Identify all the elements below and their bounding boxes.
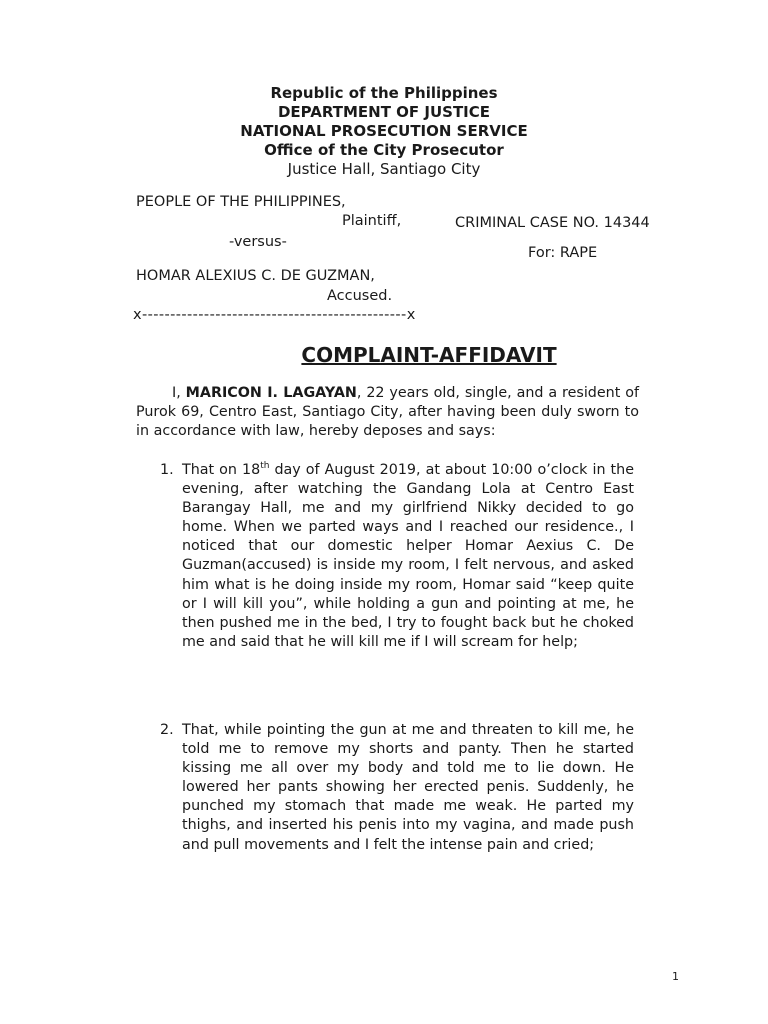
header-republic: Republic of the Philippines <box>270 84 498 102</box>
intro-rest: , 22 years old, single, and a resident of Purok 69, Centro East, Santiago City, after having been duly sworn to in accordance with law, hereby deposes and says: <box>136 385 639 440</box>
intro-paragraph <box>136 384 639 441</box>
item-text-start: That on 18 <box>182 462 261 478</box>
header-prosecution-service: NATIONAL PROSECUTION SERVICE <box>240 122 528 140</box>
document-header <box>0 84 768 179</box>
list-item <box>182 721 634 855</box>
item-number: 1. <box>160 462 174 478</box>
ordinal-suffix: th <box>260 461 270 472</box>
caption-separator: x-----------------------------------------------x <box>133 307 416 323</box>
document-title: COMPLAINT-AFFIDAVIT <box>301 343 557 367</box>
item-text: day of August 2019, at about 10:00 o’clock in the evening, after watching the Gandang Lola at Centro East Barangay Hall, me and my girlfriend Nikky decided to go home. When we parted ways and I reached our residence., I noticed that our domestic helper Homar Aexius C. De Guzman(accused) is inside my room, I felt nervous, and asked him what is he doing inside my room, Homar said “keep quite or I will kill you”, while holding a gun and pointing at me, he then pushed me in the bed, I try to fought back but he choked me and said that he will kill me if I will scream for help; <box>182 462 634 650</box>
plaintiff-role: Plaintiff, <box>342 213 402 229</box>
page-number: 1 <box>672 970 679 983</box>
accused-role: Accused. <box>327 288 393 304</box>
header-address: Justice Hall, Santiago City <box>287 160 481 178</box>
intro-lead: I, <box>172 385 186 401</box>
affiant-name: MARICON I. LAGAYAN <box>185 385 357 401</box>
header-department: DEPARTMENT OF JUSTICE <box>277 103 491 121</box>
item-text: That, while pointing the gun at me and threaten to kill me, he told me to remove my shorts and panty. Then he started kissing me all over my body and told me to lie down. He lowered her pants showing her erected penis. Suddenly, he punched my stomach that made me weak. He parted my thighs, and inserted his penis into my vagina, and made push and pull movements and I felt the intense pain and cried; <box>182 722 634 853</box>
list-item <box>182 461 634 652</box>
header-office: Office of the City Prosecutor <box>264 141 504 159</box>
accused-name: HOMAR ALEXIUS C. DE GUZMAN, <box>136 268 375 284</box>
plaintiff-name: PEOPLE OF THE PHILIPPINES, <box>136 194 346 210</box>
case-charge: For: RAPE <box>528 245 598 261</box>
versus-text: -versus- <box>229 234 287 250</box>
criminal-case-number: CRIMINAL CASE NO. 14344 <box>455 215 650 231</box>
item-number: 2. <box>160 722 174 738</box>
